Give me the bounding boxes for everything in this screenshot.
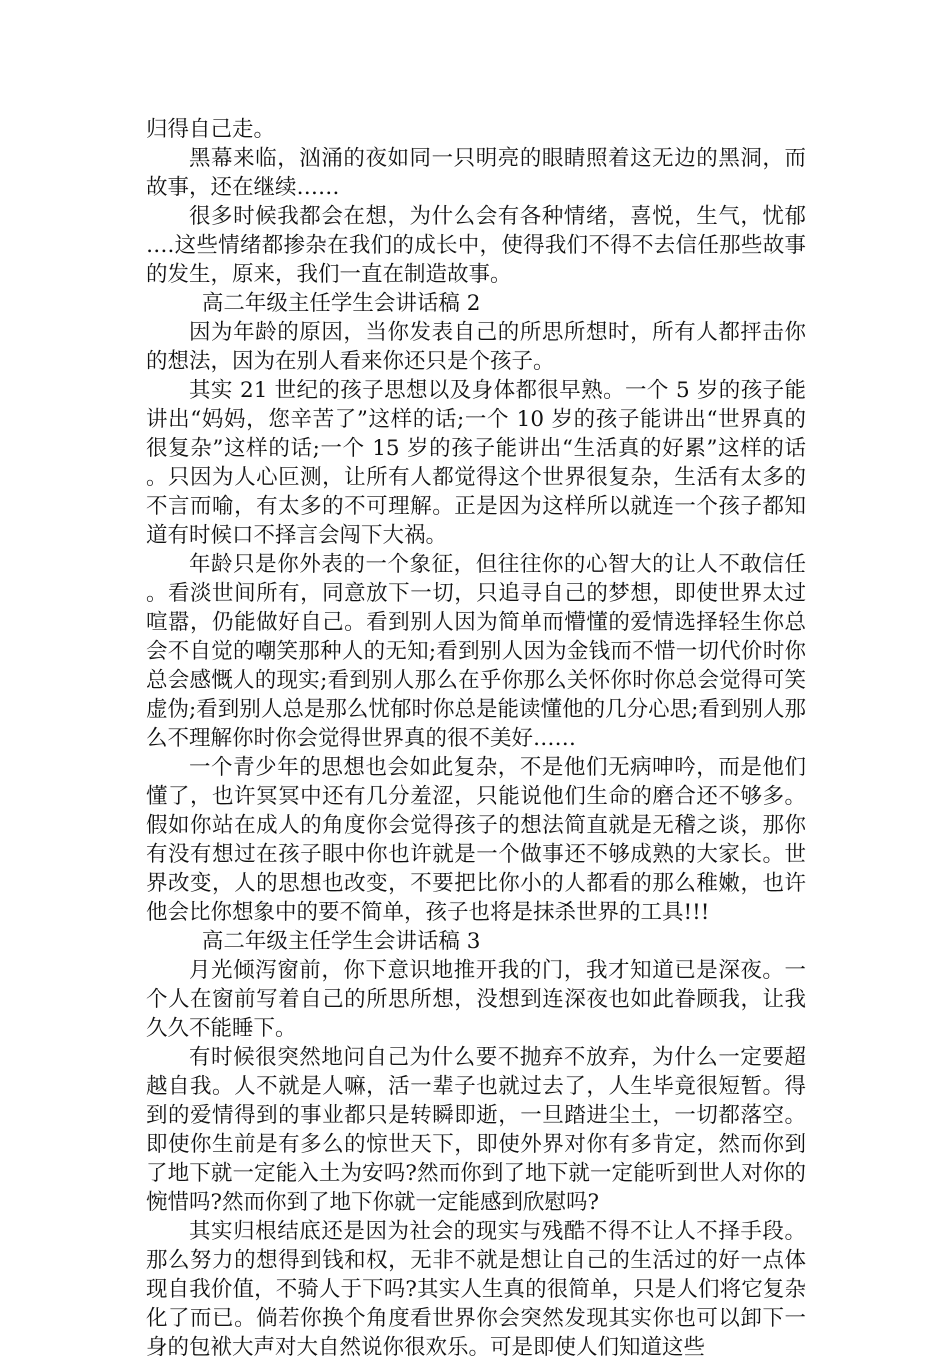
paragraph: 年龄只是你外表的一个象征，但往往你的心智大的让人不敢信任。看淡世间所有，同意放下一切，只追寻自己的梦想，即使世界太过喧嚣，仍能做好自己。看到别人因为简单而懵懂的爱情选择轻生你总会不自觉的嘲笑那种人的无知;看到别人因为金钱而不惜一切代价时你总会感慨人的现实;看到别人那么在乎你那么关怀你时你总会觉得可笑虚伪;看到别人总是那么忧郁时你总是能读懂他的几分心思;看到别人那么不理解你时你会觉得世界真的很不美好…… <box>146 552 806 751</box>
paragraph: 其实归根结底还是因为社会的现实与残酷不得不让人不择手段。那么努力的想得到钱和权，无非不就是想让自己的生活过的好一点体现自我价值，不骑人于下吗?其实人生真的很简单，只是人们将它复杂化了而已。倘若你换个角度看世界你会突然发现其实你也可以卸下一身的包袱大声对大自然说你很欢乐。可是即使人们知道这些 <box>146 1219 806 1360</box>
paragraph: 月光倾泻窗前，你下意识地推开我的门，我才知道已是深夜。一个人在窗前写着自己的所思所想，没想到连深夜也如此眷顾我，让我久久不能睡下。 <box>146 958 806 1041</box>
paragraph: 其实 21 世纪的孩子思想以及身体都很早熟。一个 5 岁的孩子能讲出“妈妈，您辛苦了”这样的话;一个 10 岁的孩子能讲出“世界真的很复杂”这样的话;一个 15 岁的孩子能讲出“生活真的好累”这样的话。只因为人心叵测，让所有人都觉得这个世界很复杂，生活有太多的不言而喻，有太多的不可理解。正是因为这样所以就连一个孩子都知道有时候口不择言会闯下大祸。 <box>146 378 806 548</box>
paragraph: 归得自己走。 <box>146 117 276 142</box>
paragraph: 黑幕来临，汹涌的夜如同一只明亮的眼睛照着这无边的黑洞，而故事，还在继续…… <box>146 146 806 200</box>
section-heading: 高二年级主任学生会讲话稿 3 <box>201 929 481 954</box>
document-page <box>146 115 806 1362</box>
paragraph: 很多时候我都会在想，为什么会有各种情绪，喜悦，生气，忧郁….这些情绪都掺杂在我们的成长中，使得我们不得不去信任那些故事的发生，原来，我们一直在制造故事。 <box>146 204 806 287</box>
paragraph: 有时候很突然地问自己为什么要不抛弃不放弃，为什么一定要超越自我。人不就是人嘛，活一辈子也就过去了，人生毕竟很短暂。得到的爱情得到的事业都只是转瞬即逝，一旦踏进尘土，一切都落空。即使你生前是有多么的惊世天下，即使外界对你有多肯定，然而你到了地下就一定能入土为安吗?然而你到了地下就一定能听到世人对你的惋惜吗?然而你到了地下你就一定能感到欣慰吗? <box>146 1045 806 1215</box>
paragraph: 一个青少年的思想也会如此复杂，不是他们无病呻吟，而是他们懂了，也许冥冥中还有几分羞涩，只能说他们生命的磨合还不够多。假如你站在成人的角度你会觉得孩子的想法简直就是无稽之谈，那你有没有想过在孩子眼中你也许就是一个做事还不够成熟的大家长。世界改变，人的思想也改变，不要把比你小的人都看的那么稚嫩，也许他会比你想象中的要不简单，孩子也将是抹杀世界的工具!!! <box>146 755 806 925</box>
paragraph: 因为年龄的原因，当你发表自己的所思所想时，所有人都抨击你的想法，因为在别人看来你还只是个孩子。 <box>146 320 806 374</box>
section-heading: 高二年级主任学生会讲话稿 2 <box>201 291 481 316</box>
